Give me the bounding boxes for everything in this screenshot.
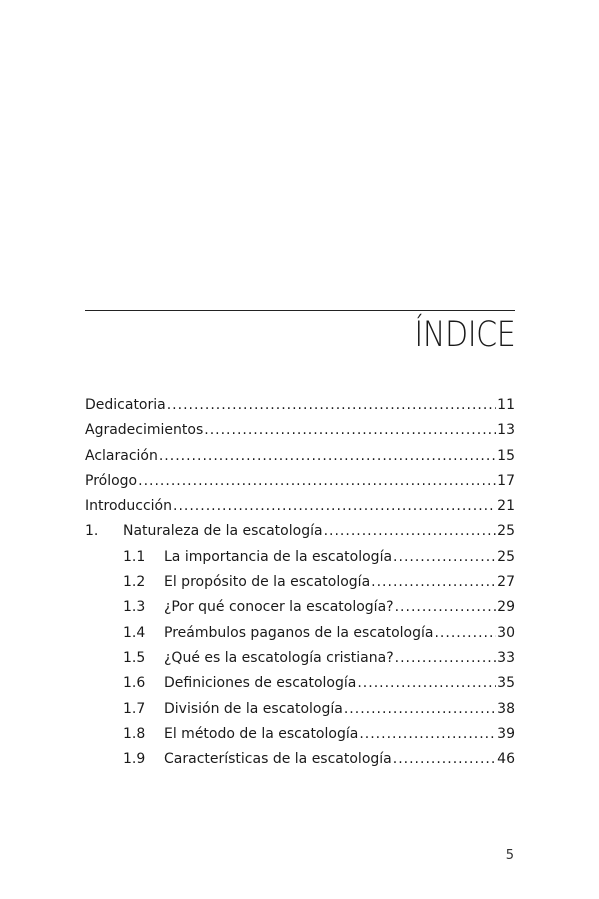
table-of-contents <box>85 393 515 772</box>
toc-entry-label: Introducción <box>85 498 172 515</box>
toc-entry-number: 1.9 <box>123 751 146 768</box>
toc-entry-number: 1.8 <box>123 725 146 742</box>
toc-entry-number: 1.3 <box>123 599 146 616</box>
toc-entry-label: La importancia de la escatología <box>164 548 393 565</box>
leader-dots <box>138 469 496 494</box>
page-title: ÍNDICE <box>414 315 515 355</box>
toc-entry-label: Naturaleza de la escatología <box>123 523 323 540</box>
toc-subentry <box>85 545 515 570</box>
toc-entry <box>85 418 515 443</box>
toc-entry-page: 39 <box>497 725 515 742</box>
toc-subentry <box>85 595 515 620</box>
toc-chapter-entry <box>85 519 515 544</box>
toc-entry <box>85 444 515 469</box>
toc-entry-label: Dedicatoria <box>85 397 166 413</box>
toc-entry-page: 13 <box>497 422 515 439</box>
toc-entry-number: 1.2 <box>123 574 146 591</box>
toc-entry-page: 15 <box>497 447 515 464</box>
page-number: 5 <box>505 848 514 863</box>
leader-dots <box>395 646 497 671</box>
toc-entry <box>85 393 515 418</box>
toc-entry-number: 1.6 <box>123 675 146 692</box>
leader-dots <box>159 444 496 469</box>
leader-dots <box>393 545 496 570</box>
leader-dots <box>434 621 496 646</box>
toc-subentry <box>85 621 515 646</box>
toc-entry-page: 11 <box>497 397 515 413</box>
leader-dots <box>359 722 496 747</box>
toc-entry-page: 29 <box>497 599 515 616</box>
leader-dots <box>395 595 497 620</box>
leader-dots <box>357 671 496 696</box>
toc-entry-label: Definiciones de escatología <box>164 675 357 692</box>
title-rule <box>85 310 515 311</box>
toc-subentry <box>85 697 515 722</box>
leader-dots <box>344 697 496 722</box>
toc-entry-page: 33 <box>497 649 515 666</box>
toc-subentry <box>85 671 515 696</box>
toc-subentry <box>85 722 515 747</box>
toc-entry <box>85 469 515 494</box>
toc-entry-page: 27 <box>497 574 515 591</box>
toc-entry-label: El método de la escatología <box>164 725 359 742</box>
toc-entry-label: ¿Qué es la escatología cristiana? <box>164 649 394 666</box>
toc-entry-label: Agradecimientos <box>85 422 204 439</box>
toc-entry-page: 46 <box>497 751 515 768</box>
toc-entry-page: 30 <box>497 624 515 641</box>
toc-subentry <box>85 646 515 671</box>
toc-subentry <box>85 570 515 595</box>
toc-entry-page: 21 <box>497 498 515 515</box>
toc-entry <box>85 494 515 519</box>
leader-dots <box>393 747 496 772</box>
toc-entry-label: Prólogo <box>85 472 138 489</box>
toc-entry-page: 35 <box>497 675 515 692</box>
toc-entry-label: El propósito de la escatología <box>164 574 371 591</box>
toc-entry-label: ¿Por qué conocer la escatología? <box>164 599 394 616</box>
leader-dots <box>204 418 496 443</box>
toc-entry-number: 1.7 <box>123 700 146 717</box>
toc-entry-number: 1.5 <box>123 649 146 666</box>
leader-dots <box>324 519 497 544</box>
toc-entry-label: Preámbulos paganos de la escatología <box>164 624 434 641</box>
toc-entry-label: División de la escatología <box>164 700 343 717</box>
toc-entry-number: 1.1 <box>123 548 146 565</box>
toc-subentry <box>85 747 515 772</box>
toc-entry-page: 25 <box>497 523 515 540</box>
toc-entry-label: Aclaración <box>85 447 158 464</box>
toc-entry-page: 38 <box>497 700 515 717</box>
toc-entry-page: 25 <box>497 548 515 565</box>
toc-entry-page: 17 <box>497 472 515 489</box>
toc-entry-number: 1. <box>85 523 99 540</box>
leader-dots <box>173 494 496 519</box>
toc-entry-number: 1.4 <box>123 624 146 641</box>
toc-entry-label: Características de la escatología <box>164 751 392 768</box>
leader-dots <box>371 570 496 595</box>
leader-dots <box>167 393 496 418</box>
